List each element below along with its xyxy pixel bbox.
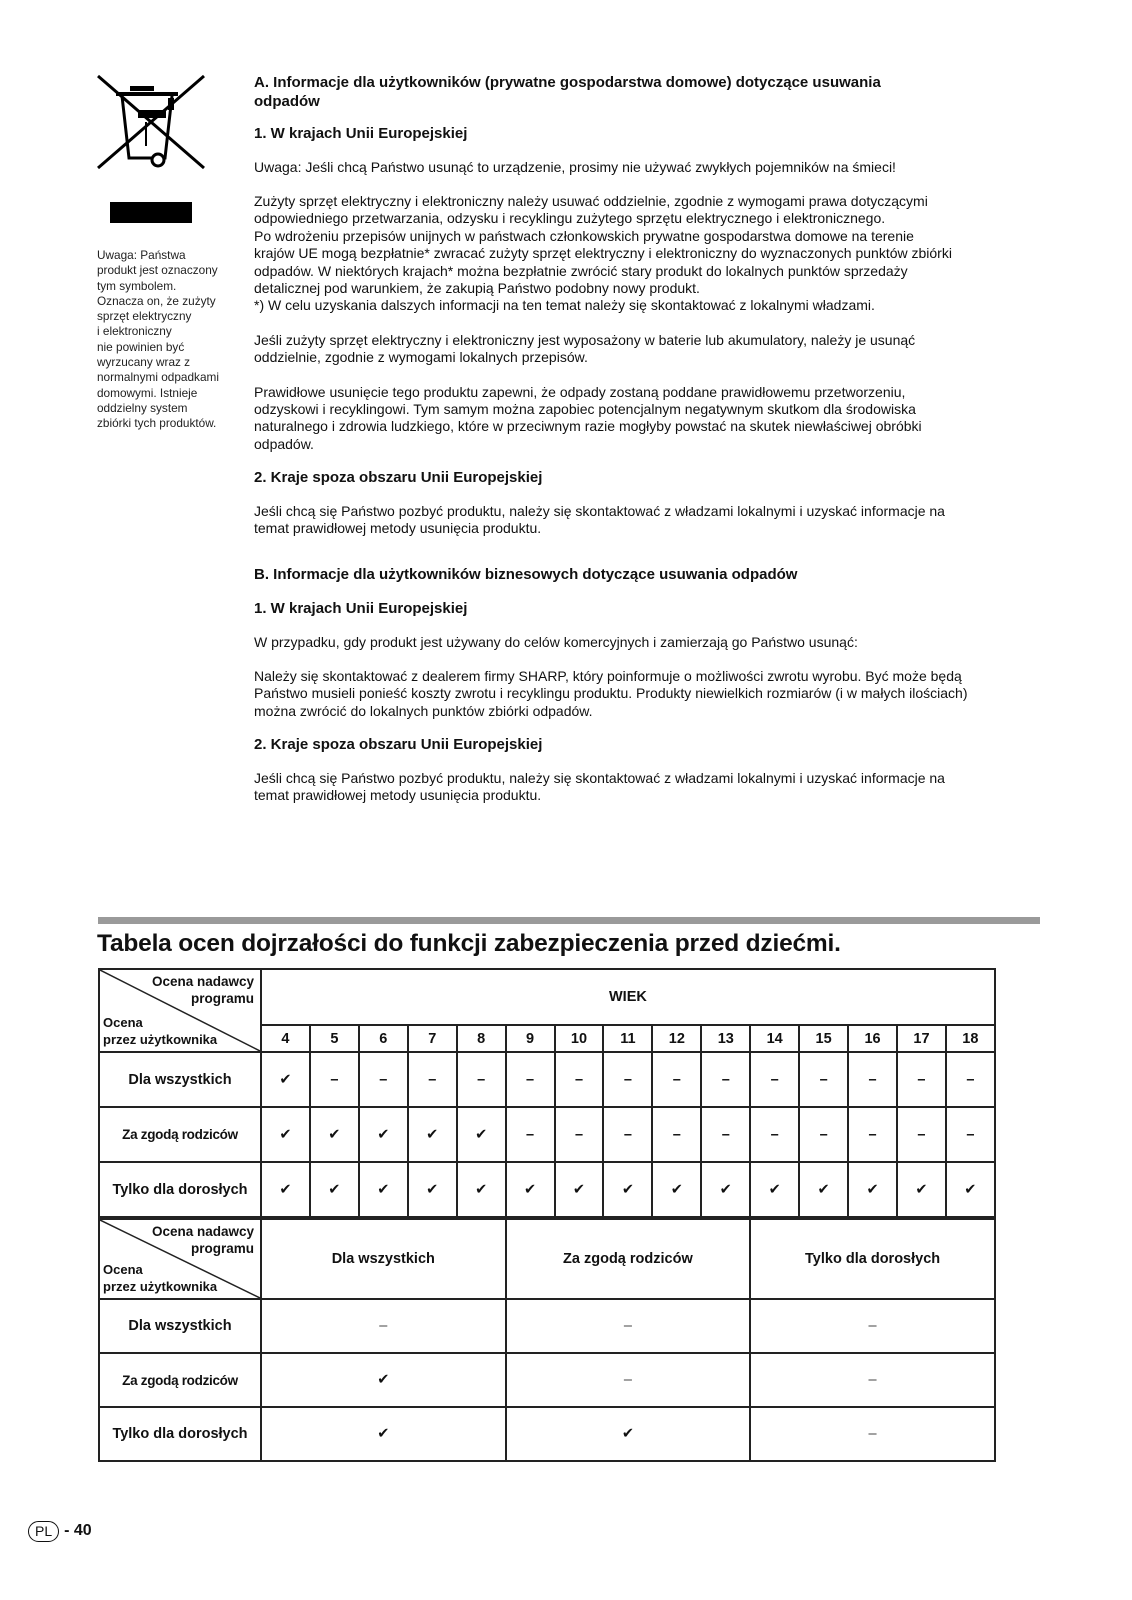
column-header: Za zgodą rodziców: [506, 1219, 751, 1299]
age-18: 18: [946, 1025, 995, 1052]
page-number: - 40: [64, 1522, 92, 1539]
section-a-eu-p1: Uwaga: Jeśli chcą Państwo usunąć to urządzenie, prosimy nie używać zwykłych pojemników na śmieci!: [254, 158, 896, 175]
check-mark-cell: ✔: [261, 1162, 310, 1217]
check-mark-cell: ✔: [750, 1162, 799, 1217]
check-mark-cell: ✔: [799, 1162, 848, 1217]
dash-cell: –: [897, 1107, 946, 1162]
table-row: [99, 1052, 995, 1107]
crossed-out-bin-icon: [96, 74, 206, 170]
age-6: 6: [359, 1025, 408, 1052]
broadcaster-rating-label: Ocena nadawcy programu: [151, 974, 254, 1006]
age-5: 5: [310, 1025, 359, 1052]
check-mark-cell: ✔: [408, 1107, 457, 1162]
dash-cell: –: [750, 1407, 995, 1461]
age-8: 8: [457, 1025, 506, 1052]
dash-cell: –: [750, 1353, 995, 1407]
dash-cell: –: [506, 1353, 751, 1407]
dash-cell: –: [457, 1052, 506, 1107]
check-mark-cell: ✔: [457, 1107, 506, 1162]
disposal-information: [254, 74, 1044, 804]
dash-cell: –: [946, 1107, 995, 1162]
age-10: 10: [555, 1025, 604, 1052]
section-b-eu-heading: 1. W krajach Unii Europejskiej: [254, 600, 468, 617]
symbol-note: Uwaga: Państwa produkt jest oznaczony tym symbolem. Oznacza on, że zużyty sprzęt elektryczny i elektroniczny nie powinien być wyrzucany wraz z normalnymi odpadkami domowymi. Istnieje oddzielny system zbiórki tych produktów.: [97, 248, 219, 431]
row-label: Dla wszystkich: [99, 1052, 261, 1107]
row-label: Tylko dla dorosłych: [99, 1162, 261, 1217]
dash-cell: –: [359, 1052, 408, 1107]
dash-cell: –: [750, 1107, 799, 1162]
check-mark-cell: ✔: [359, 1162, 408, 1217]
dash-cell: –: [603, 1052, 652, 1107]
check-mark-cell: ✔: [310, 1162, 359, 1217]
check-mark-cell: ✔: [261, 1052, 310, 1107]
dash-cell: –: [946, 1052, 995, 1107]
table-row: [99, 1107, 995, 1162]
check-mark-cell: ✔: [848, 1162, 897, 1217]
dash-cell: –: [506, 1299, 751, 1353]
age-4: 4: [261, 1025, 310, 1052]
check-mark-cell: ✔: [359, 1107, 408, 1162]
section-a-eu-p3: Jeśli zużyty sprzęt elektryczny i elektroniczny jest wyposażony w baterie lub akumulatory, należy je usunąć oddzielnie, zgodnie z wymogami lokalnych przepisów.: [254, 331, 916, 366]
ratings-title: Tabela ocen dojrzałości do funkcji zabezpieczenia przed dziećmi.: [97, 930, 841, 957]
age-rating-table: [98, 968, 996, 1218]
row-label: Za zgodą rodziców: [99, 1353, 261, 1407]
section-a-non-eu-heading: 2. Kraje spoza obszaru Unii Europejskiej: [254, 469, 543, 487]
check-mark-cell: ✔: [408, 1162, 457, 1217]
section-divider: [98, 917, 1040, 924]
age-11: 11: [603, 1025, 652, 1052]
age-9: 9: [506, 1025, 555, 1052]
language-badge: PL: [28, 1521, 59, 1542]
dash-cell: –: [701, 1107, 750, 1162]
table-row: [99, 1162, 995, 1217]
section-b-eu-p1: W przypadku, gdy produkt jest używany do celów komercyjnych i zamierzają go Państwo usunąć:: [254, 633, 858, 650]
dash-cell: –: [750, 1299, 995, 1353]
category-rating-table: [98, 1218, 996, 1462]
check-mark-cell: ✔: [506, 1407, 751, 1461]
broadcaster-rating-label: Ocena nadawcy programu: [151, 1224, 254, 1256]
dash-cell: –: [848, 1052, 897, 1107]
check-mark-cell: ✔: [603, 1162, 652, 1217]
black-bar: [110, 202, 192, 223]
dash-cell: –: [408, 1052, 457, 1107]
section-a-non-eu-p1: Jeśli chcą się Państwo pozbyć produktu, należy się skontaktować z władzami lokalnymi i uzyskać informacje na temat prawidłowej metody usunięcia produktu.: [254, 502, 945, 537]
row-label: Tylko dla dorosłych: [99, 1407, 261, 1461]
table-row: [99, 1299, 995, 1353]
table2-corner-header: [99, 1219, 261, 1299]
age-7: 7: [408, 1025, 457, 1052]
row-label: Za zgodą rodziców: [99, 1107, 261, 1162]
check-mark-cell: ✔: [457, 1162, 506, 1217]
dash-cell: –: [799, 1052, 848, 1107]
dash-cell: –: [555, 1052, 604, 1107]
age-header: WIEK: [261, 969, 995, 1025]
check-mark-cell: ✔: [261, 1353, 506, 1407]
dash-cell: –: [652, 1052, 701, 1107]
age-17: 17: [897, 1025, 946, 1052]
section-a-eu-p2: Zużyty sprzęt elektryczny i elektroniczny należy usuwać oddzielnie, zgodnie z wymogami prawa dotyczącymi odpowiedniego przetwarzania, odzysku i recyklingu zużytego sprzętu elektrycznego i elektronicznego. Po wdrożeniu przepisów unijnych w państwach członkowskich prywatne gospodarstwa domowe na terenie krajów UE mogą bezpłatnie* zwracać zużyty sprzęt elektryczny i elektroniczny do wyznaczonych punktów zbiórki odpadów. W niektórych krajach* można bezpłatnie zwrócić stary produkt do lokalnych punktów sprzedaży detalicznej pod warunkiem, że zakupią Państwo podobny nowy produkt. *) W celu uzyskania dalszych informacji na ten temat należy się skontaktować z lokalnymi władzami.: [254, 192, 952, 314]
dash-cell: –: [506, 1107, 555, 1162]
check-mark-cell: ✔: [701, 1162, 750, 1217]
user-rating-label: Ocena przez użytkownika: [103, 1262, 218, 1294]
section-b-heading: B. Informacje dla użytkowników biznesowych dotyczące usuwania odpadów: [254, 565, 798, 583]
check-mark-cell: ✔: [506, 1162, 555, 1217]
dash-cell: –: [506, 1052, 555, 1107]
section-a-eu-p4: Prawidłowe usunięcie tego produktu zapewni, że odpady zostaną poddane prawidłowemu przetworzeniu, odzyskowi i recyklingowi. Tym samym można zapobiec potencjalnym negatywnym skutkom dla środowiska naturalnego i zdrowia ludzkiego, które w przeciwnym razie mogłyby powstać na skutek niewłaściwej obróbki odpadów.: [254, 383, 922, 452]
section-a-eu-heading: 1. W krajach Unii Europejskiej: [254, 125, 468, 142]
age-12: 12: [652, 1025, 701, 1052]
row-label: Dla wszystkich: [99, 1299, 261, 1353]
check-mark-cell: ✔: [946, 1162, 995, 1217]
section-b-eu-p2: Należy się skontaktować z dealerem firmy SHARP, który poinformuje o możliwości zwrotu wyrobu. Być może będą Państwo musieli ponieść koszty zwrotu i recyklingu produktu. Produkty niewielkich rozmiarów (i w małych ilościach) można zwrócić do lokalnych punktów zbiórki odpadów.: [254, 667, 968, 719]
check-mark-cell: ✔: [261, 1407, 506, 1461]
dash-cell: –: [750, 1052, 799, 1107]
age-13: 13: [701, 1025, 750, 1052]
page-footer: [28, 1520, 92, 1542]
user-rating-label: Ocena przez użytkownika: [103, 1015, 218, 1047]
section-b-non-eu-p1: Jeśli chcą się Państwo pozbyć produktu, należy się skontaktować z władzami lokalnymi i uzyskać informacje na temat prawidłowej metody usunięcia produktu.: [254, 769, 945, 804]
check-mark-cell: ✔: [310, 1107, 359, 1162]
check-mark-cell: ✔: [261, 1107, 310, 1162]
dash-cell: –: [701, 1052, 750, 1107]
age-14: 14: [750, 1025, 799, 1052]
section-b-non-eu-heading: 2. Kraje spoza obszaru Unii Europejskiej: [254, 736, 543, 754]
column-header: Dla wszystkich: [261, 1219, 506, 1299]
dash-cell: –: [897, 1052, 946, 1107]
check-mark-cell: ✔: [652, 1162, 701, 1217]
dash-cell: –: [848, 1107, 897, 1162]
age-15: 15: [799, 1025, 848, 1052]
dash-cell: –: [555, 1107, 604, 1162]
table1-corner-header: [99, 969, 261, 1052]
dash-cell: –: [603, 1107, 652, 1162]
table-row: [99, 1407, 995, 1461]
dash-cell: –: [652, 1107, 701, 1162]
check-mark-cell: ✔: [555, 1162, 604, 1217]
section-a-heading: A. Informacje dla użytkowników (prywatne gospodarstwa domowe) dotyczące usuwania odpadów: [254, 74, 881, 110]
dash-cell: –: [310, 1052, 359, 1107]
column-header: Tylko dla dorosłych: [750, 1219, 995, 1299]
check-mark-cell: ✔: [897, 1162, 946, 1217]
dash-cell: –: [261, 1299, 506, 1353]
table-row: [99, 1353, 995, 1407]
dash-cell: –: [799, 1107, 848, 1162]
age-16: 16: [848, 1025, 897, 1052]
